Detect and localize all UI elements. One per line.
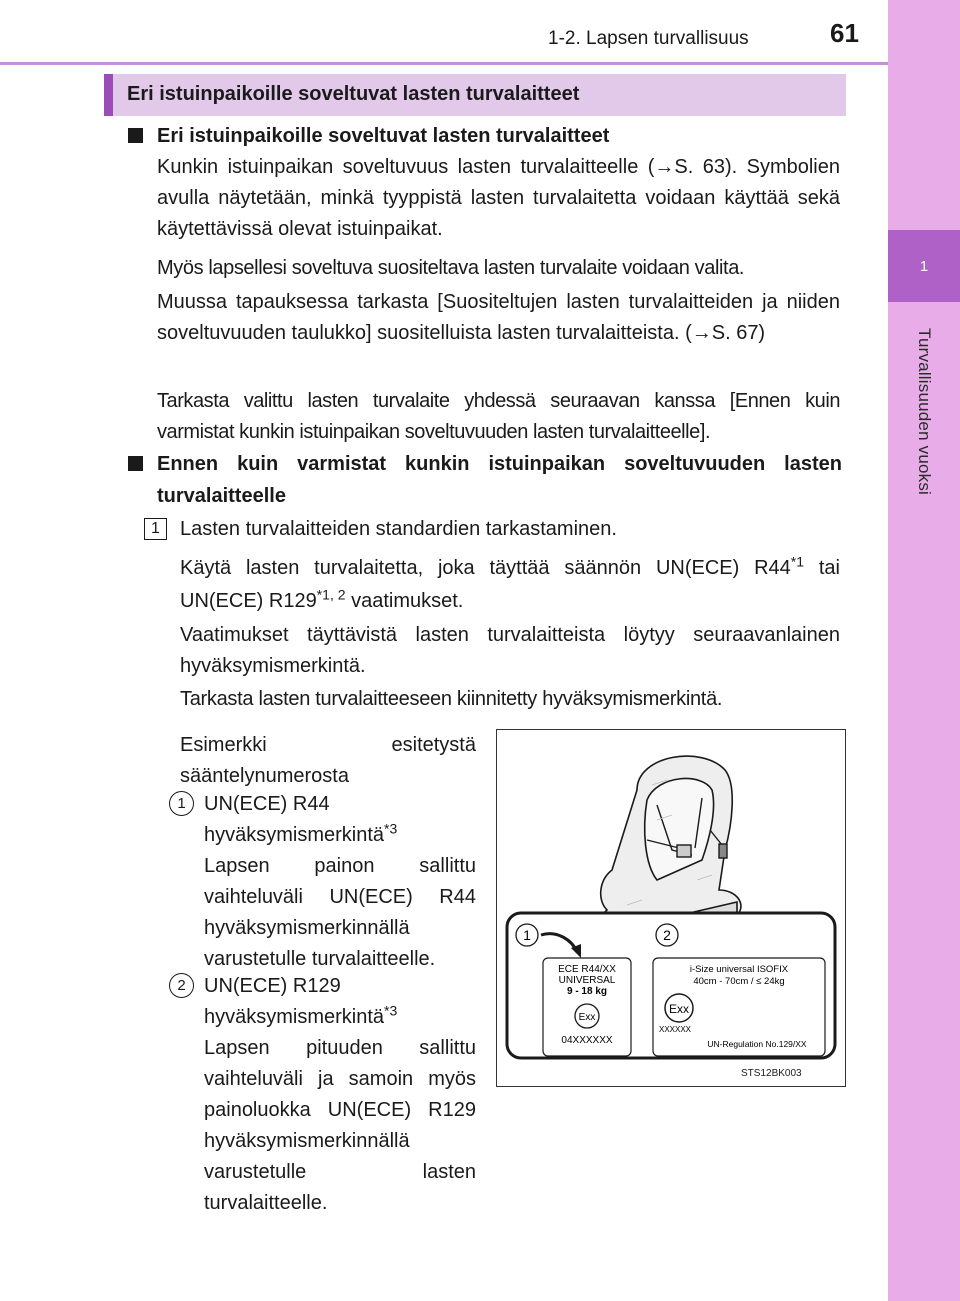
callout-number: 2: [169, 973, 194, 998]
paragraph: Tarkasta lasten turvalaitteeseen kiinnitetty hyväksymismerkintä.: [180, 688, 723, 710]
chapter-number: 1: [919, 258, 929, 275]
svg-text:ECE R44/XX: ECE R44/XX: [558, 964, 616, 975]
subsection-heading-2: [128, 448, 842, 512]
subsection-heading-text: Eri istuinpaikoille soveltuvat lasten turvalaitteet: [157, 125, 610, 147]
svg-text:40cm - 70cm / ≤ 24kg: 40cm - 70cm / ≤ 24kg: [693, 976, 785, 987]
section-banner: [104, 74, 846, 116]
header-rule: [0, 62, 888, 65]
item-title: UN(ECE) R129 hyväksymismerkintä$^{*3}$: [204, 975, 398, 1028]
chapter-title: Turvallisuuden vuoksi: [915, 328, 934, 496]
item-description: Lapsen pituuden sallittu vaihteluväli ja samoin myös painoluokka UN(ECE) R129 hyväksymismerkinnällä varustetulle lasten turvalaitteelle.: [204, 1037, 476, 1214]
paragraph: Myös lapsellesi soveltuva suositeltava lasten turvalaite voidaan valita.: [157, 257, 745, 279]
chapter-side-tab: [888, 0, 960, 1301]
paragraph: Kunkin istuinpaikan soveltuvuus lasten turvalaitteelle (→S. 63). Symbolien avulla näytetään, minkä tyyppistä lasten turvalaitetta voidaan käyttää sekä käytettävissä olevat istuinpaikat.: [157, 156, 840, 240]
figure-code: STS12BK003: [741, 1068, 802, 1079]
subsection-heading-1: [128, 120, 842, 152]
svg-text:UN-Regulation No.129/XX: UN-Regulation No.129/XX: [707, 1039, 807, 1049]
section-title: Eri istuinpaikoille soveltuvat lasten turvalaitteet: [127, 83, 580, 105]
running-header: 1-2. Lapsen turvallisuus: [548, 28, 749, 49]
svg-text:UNIVERSAL: UNIVERSAL: [558, 975, 616, 986]
paragraph: Käytä lasten turvalaitetta, joka täyttää säännön UN(ECE) R44$^{*1}$ tai UN(ECE) R129$^{*1, 2}$ vaatimukset.: [180, 553, 840, 612]
example-intro: Esimerkki esitetystä sääntelynumerosta: [180, 734, 476, 787]
svg-text:Exx: Exx: [578, 1012, 596, 1023]
square-bullet-icon: [128, 456, 143, 471]
svg-text:9 - 18 kg: 9 - 18 kg: [566, 986, 608, 997]
child-seat-illustration: [497, 730, 845, 1086]
item-description: Lapsen painon sallittu vaihteluväli UN(ECE) R44 hyväksymismerkinnällä varustetulle turvalaitteelle.: [204, 855, 476, 970]
paragraph: Vaatimukset täyttävistä lasten turvalaitteista löytyy seuraavanlainen hyväksymismerkintä.: [180, 624, 840, 677]
page-number: 61: [830, 18, 859, 48]
step-number-badge: 1: [144, 518, 167, 540]
svg-text:i-Size universal ISOFIX: i-Size universal ISOFIX: [689, 964, 789, 975]
step-title: Lasten turvalaitteiden standardien tarkastaminen.: [180, 518, 617, 540]
approval-label-figure: [496, 729, 846, 1087]
svg-text:Exx: Exx: [668, 1002, 690, 1016]
callout-number: 1: [169, 791, 194, 816]
paragraph: Muussa tapauksessa tarkasta [Suositeltujen lasten turvalaitteiden ja niiden soveltuvuuden taulukko] suositelluista lasten turvalaitteista. (→S. 67): [157, 291, 840, 344]
figure-callout-2: 2: [663, 927, 671, 943]
subsection-heading-text: Ennen kuin varmistat kunkin istuinpaikan soveltuvuuden lasten turvalaitteelle: [157, 453, 842, 507]
item-title: UN(ECE) R44 hyväksymismerkintä$^{*3}$: [204, 793, 398, 846]
figure-callout-1: 1: [523, 927, 531, 943]
paragraph: Tarkasta valittu lasten turvalaite yhdessä seuraavan kanssa [Ennen kuin varmistat kunkin istuinpaikan soveltuvuuden lasten turvalaitteelle].: [157, 390, 840, 443]
svg-text:04XXXXXX: 04XXXXXX: [561, 1035, 613, 1046]
square-bullet-icon: [128, 128, 143, 143]
svg-text:XXXXXX: XXXXXX: [658, 1025, 692, 1034]
